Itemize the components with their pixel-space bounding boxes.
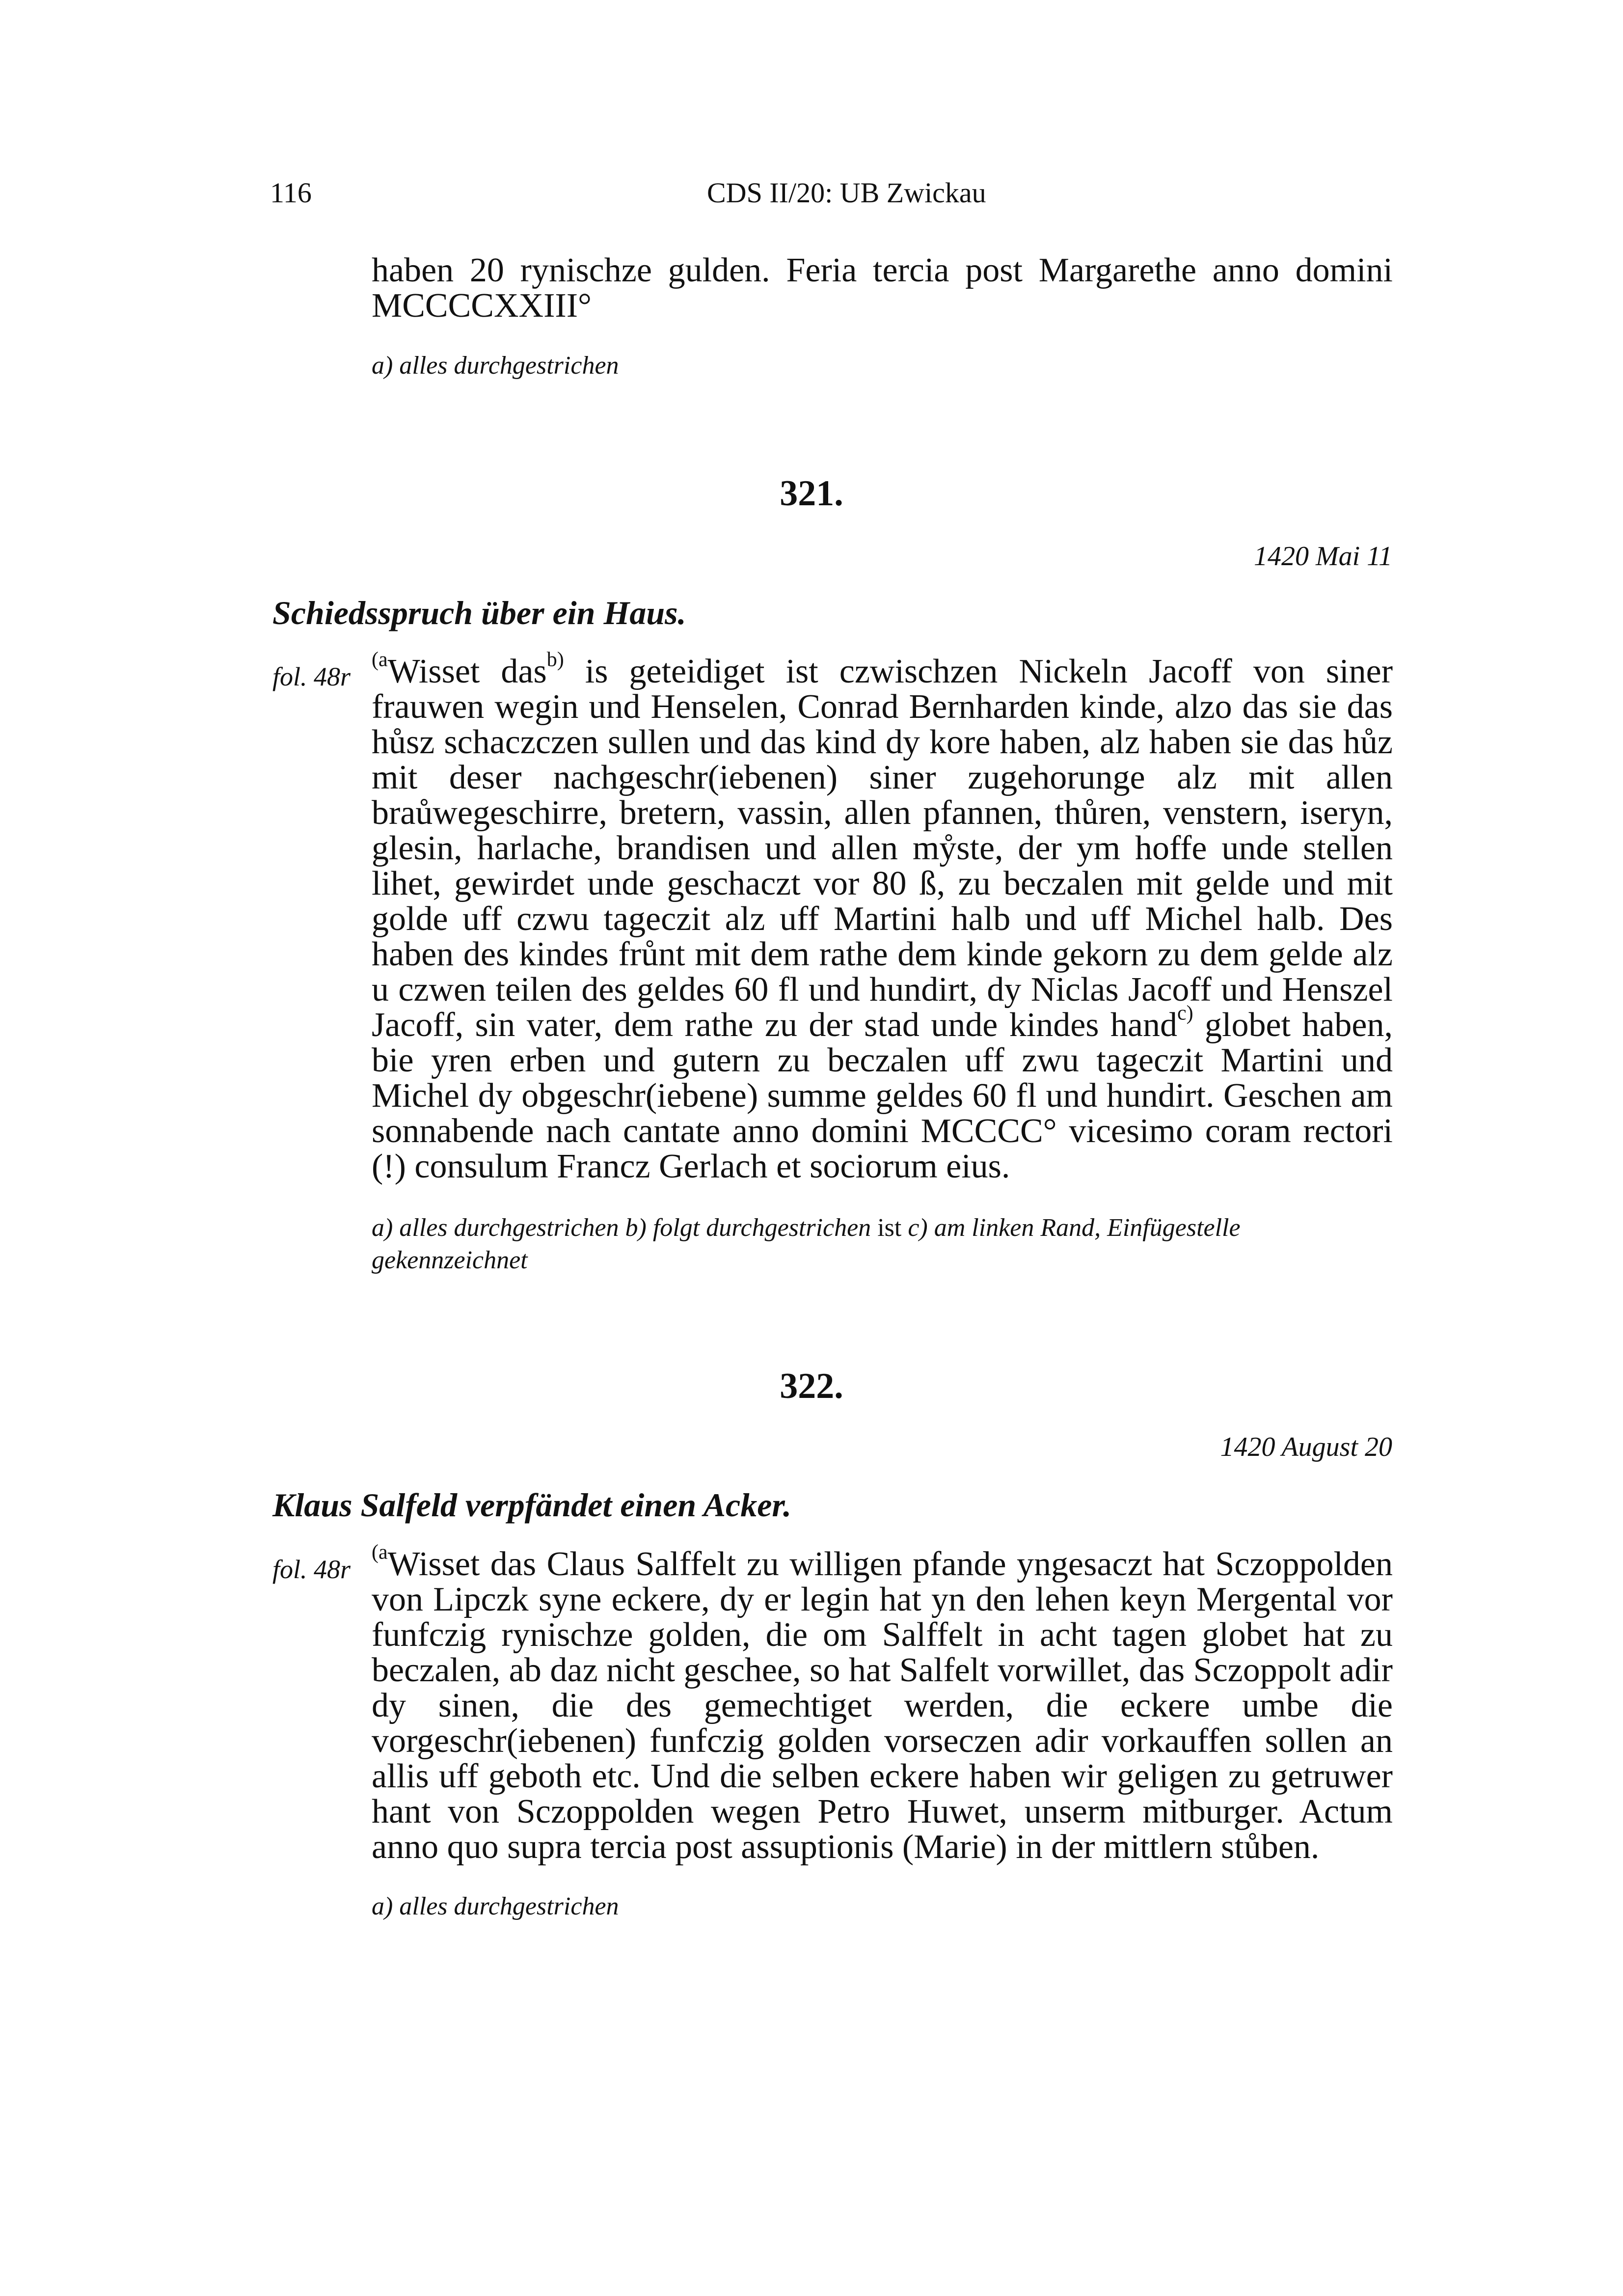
- footnote-c: c) am linken Rand, Einfügestelle gekennzeichnet: [372, 1214, 1241, 1274]
- entry-321-open-mark: (a: [372, 648, 388, 671]
- entry-321-number: 321.: [780, 473, 843, 514]
- entry-321-text-start: Wisset das: [387, 653, 547, 690]
- entry-322-date: 1420 August 20: [1220, 1432, 1392, 1462]
- entry-321-text: [372, 648, 1393, 1185]
- footnote-a: a) alles durchgestrichen: [372, 1214, 619, 1242]
- footnote-b-word: ist: [877, 1214, 902, 1242]
- entry-322-regest: Klaus Salfeld verpfändet einen Acker.: [272, 1486, 792, 1524]
- entry-321-regest: Schiedsspruch über ein Haus.: [272, 594, 686, 631]
- carryover-footnote: a) alles durchgestrichen: [372, 352, 619, 380]
- entry-321-date: 1420 Mai 11: [1253, 541, 1392, 572]
- entry-322-text-body: Wisset das Claus Salffelt zu willigen pfande yngesaczt hat Sczoppolden von Lipczk syne eckere, dy er legin hat yn den lehen keyn Mergental vor funfczig rynischze golden, die om Salffelt in acht tagen globet hat zu beczalen, ab daz nicht geschee, so hat Salfelt vorwillet, das Sczoppolt adir dy sinen, die des gemechtiget werden, die eckere umbe die vorgeschr(iebenen) funfczig golden vorseczen adir vorkauffen sollen an allis uff geboth etc. Und die selben eckere haben wir geligen zu getruwer hant von Sczoppolden wegen Petro Huwet, unserm mitburger. Actum anno quo supra tercia post assuptionis (Marie) in der mittlern stůben.: [372, 1545, 1393, 1866]
- entry-322-footnote: a) alles durchgestrichen: [372, 1892, 619, 1920]
- page-number: 116: [270, 177, 312, 209]
- footnote-mark-b: b): [546, 648, 564, 671]
- footnote-mark-c: c): [1177, 1002, 1193, 1025]
- entry-322-text: [372, 1541, 1393, 1866]
- entry-321-text-end: globet haben, bie yren erben und gutern zu beczalen uff zwu tageczit Martini und Michel dy obgeschr(iebene) summe geldes 60 fl und hundirt. Geschen am sonnabende nach cantate anno domini MCCCC° vicesimo coram rectori (!) consulum Francz Gerlach et sociorum eius.: [372, 1006, 1393, 1185]
- entry-322-folio: fol. 48r: [272, 1555, 351, 1584]
- entry-322-open-mark: (a: [372, 1541, 388, 1564]
- entry-321-footnotes: [372, 1212, 1393, 1277]
- carryover-text: haben 20 rynischze gulden. Feria tercia post Margarethe anno domini MCCCCXXIII°: [372, 251, 1393, 325]
- footnote-b: b) folgt durchgestrichen: [625, 1214, 871, 1242]
- entry-321-folio: fol. 48r: [272, 662, 351, 691]
- entry-322-number: 322.: [780, 1366, 843, 1406]
- entry-321-text-mid: is geteidiget ist czwischzen Nickeln Jacoff von siner frauwen wegin und Henselen, Conrad Bernharden kinde, alzo das sie das hůsz schaczczen sullen und das kind dy kore haben, alz haben sie das hůz mit deser nachgeschr(iebenen) siner zugehorunge alz mit allen braůwegeschirre, bretern, vassin, allen pfannen, thůren, venstern, iseryn, glesin, harlache, brandisen und allen mẙste, der ym hoffe unde stellen lihet, gewirdet unde geschaczt vor 80 ß, zu beczalen mit gelde und mit golde uff czwu tageczit alz uff Martini halb und uff Michel halb. Des haben des kindes frůnt mit dem rathe dem kinde gekorn zu dem gelde alz u czwen teilen des geldes 60 fl und hundirt, dy Niclas Jacoff und Henszel Jacoff, sin vater, dem rathe zu der stad unde kindes hand: [372, 653, 1393, 1044]
- running-title: CDS II/20: UB Zwickau: [707, 177, 986, 209]
